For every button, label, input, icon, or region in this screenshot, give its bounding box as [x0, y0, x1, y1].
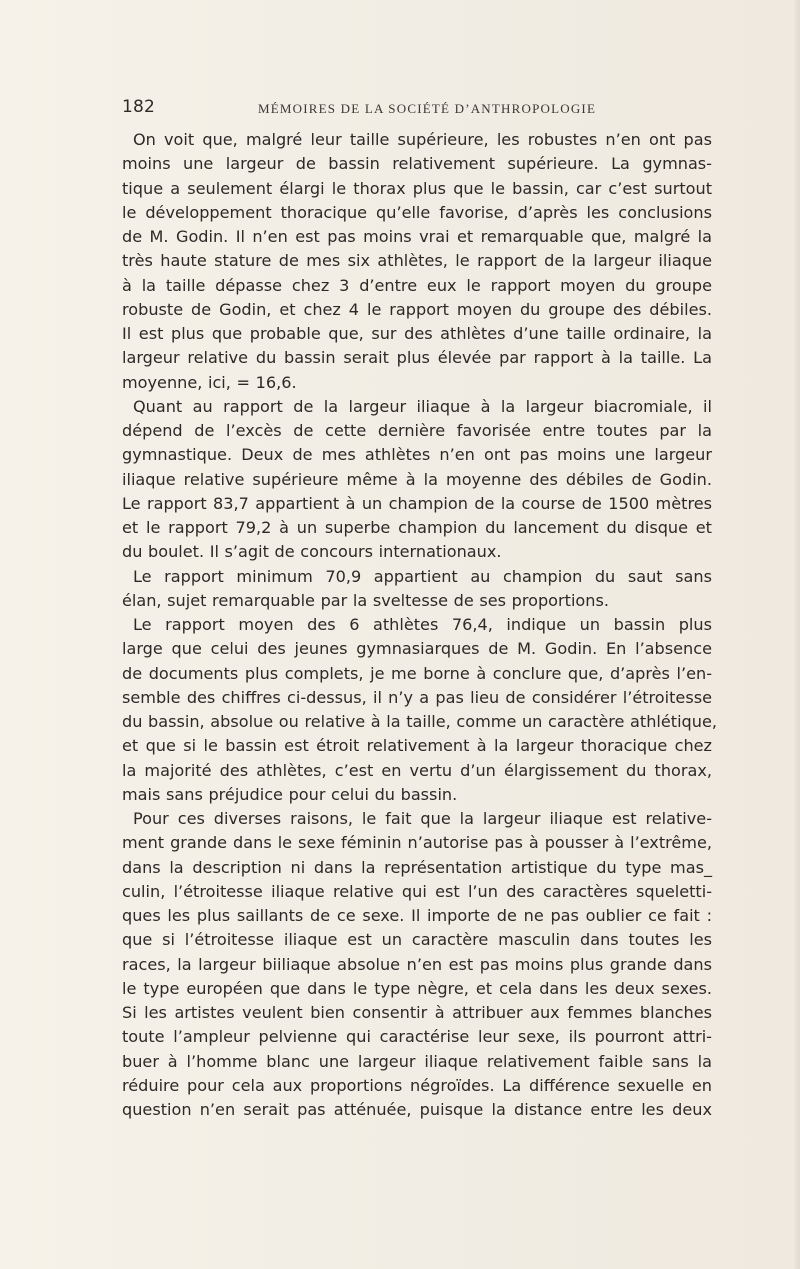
text-line: dépend de l’excès de cette dernière favorisée entre toutes par la	[122, 421, 712, 440]
text-line: réduire pour cela aux proportions négroïdes. La différence sexuelle en	[122, 1075, 712, 1095]
text-line: et le rapport 79,2 à un superbe champion du lancement du disque et	[122, 518, 712, 537]
text-line: moyenne, ici, = 16,6.	[122, 372, 297, 392]
page-edge	[794, 0, 800, 1269]
text-line: dans la description ni dans la représentation artistique du type mas_	[122, 857, 712, 877]
text-line: culin, l’étroitesse iliaque relative qui est l’un des caractères squeletti-	[122, 881, 712, 901]
text-line: Le rapport minimum 70,9 appartient au champion du saut sans	[133, 566, 712, 586]
text-line: mais sans préjudice pour celui du bassin.	[122, 784, 458, 804]
text-line: largeur relative du bassin serait plus élevée par rapport à la taille. La	[122, 348, 712, 368]
text-line: robuste de Godin, et chez 4 le rapport moyen du groupe des débiles.	[122, 299, 712, 319]
text-line: Pour ces diverses raisons, le fait que la largeur iliaque est relative-	[133, 809, 712, 828]
page-header	[122, 97, 712, 121]
text-line: moins une largeur de bassin relativement supérieure. La gymnas-	[122, 154, 712, 174]
text-line: à la taille dépasse chez 3 d’entre eux le rapport moyen du groupe	[122, 275, 712, 295]
text-line: le développement thoracique qu’elle favorise, d’après les conclusions	[122, 202, 712, 222]
text-line: de M. Godin. Il n’en est pas moins vrai et remarquable que, malgré la	[122, 227, 712, 246]
text-line: races, la largeur biiliaque absolue n’en est pas moins plus grande dans	[122, 954, 712, 974]
text-line: On voit que, malgré leur taille supérieure, les robustes n’en ont pas	[133, 130, 712, 149]
text-line: ques les plus saillants de ce sexe. Il importe de ne pas oublier ce fait :	[122, 906, 712, 925]
text-line: élan, sujet remarquable par la sveltesse de ses proportions.	[122, 590, 609, 610]
text-line: iliaque relative supérieure même à la moyenne des débiles de Godin.	[122, 469, 712, 489]
text-line: Le rapport moyen des 6 athlètes 76,4, indique un bassin plus	[133, 615, 712, 634]
text-line: ment grande dans le sexe féminin n’autorise pas à pousser à l’extrême,	[122, 833, 712, 853]
text-line: Le rapport 83,7 appartient à un champion de la course de 1500 mètres	[122, 493, 712, 513]
text-line: très haute stature de mes six athlètes, le rapport de la largeur iliaque	[122, 251, 712, 271]
text-line: Il est plus que probable que, sur des athlètes d’une taille ordinaire, la	[122, 324, 712, 343]
text-line: large que celui des jeunes gymnasiarques de M. Godin. En l’absence	[122, 639, 712, 659]
text-line: toute l’ampleur pelvienne qui caractérise leur sexe, ils pourront attri-	[122, 1027, 712, 1047]
text-line: Si les artistes veulent bien consentir à attribuer aux femmes blanches	[122, 1003, 712, 1022]
text-line: que si l’étroitesse iliaque est un caractère masculin dans toutes les	[122, 930, 712, 950]
text-line: la majorité des athlètes, c’est en vertu d’un élargissement du thorax,	[122, 760, 712, 780]
text-line: buer à l’homme blanc une largeur iliaque relativement faible sans la	[122, 1051, 712, 1071]
text-line: gymnastique. Deux de mes athlètes n’en ont pas moins une largeur	[122, 445, 712, 465]
text-line: du boulet. Il s’agit de concours internationaux.	[122, 542, 502, 562]
page-number: 182	[122, 97, 156, 117]
text-line: semble des chiffres ci-dessus, il n’y a pas lieu de considérer l’étroitesse	[122, 687, 712, 707]
text-line: tique a seulement élargi le thorax plus que le bassin, car c’est surtout	[122, 178, 712, 198]
text-line: question n’en serait pas atténuée, puisque la distance entre les deux	[122, 1100, 712, 1119]
text-line: et que si le bassin est étroit relativement à la largeur thoracique chez	[122, 736, 712, 756]
text-line: du bassin, absolue ou relative à la taille, comme un caractère athlétique,	[122, 712, 717, 731]
body-text	[122, 128, 717, 1122]
text-line: Quant au rapport de la largeur iliaque à la largeur biacromiale, il	[133, 396, 712, 416]
text-line: le type européen que dans le type nègre, et cela dans les deux sexes.	[122, 978, 712, 998]
text-line: de documents plus complets, je me borne à conclure que, d’après l’en-	[122, 663, 712, 683]
running-head: MÉMOIRES DE LA SOCIÉTÉ D’ANTHROPOLOGIE	[258, 101, 597, 116]
